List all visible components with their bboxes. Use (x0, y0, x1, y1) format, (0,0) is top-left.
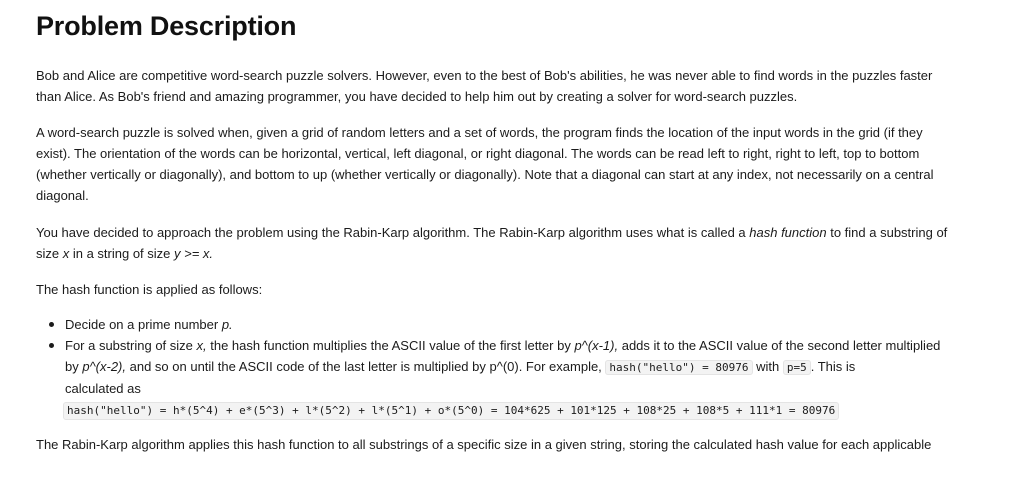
definition-line-4: diagonal. (36, 188, 89, 203)
formula-text-b: the hash function multiplies the ASCII value of the first letter by (206, 338, 575, 353)
formula-text-c: adds it to the ASCII value of the second letter multiplied (618, 338, 941, 353)
bullet-dot (49, 343, 54, 348)
hash-intro-paragraph: The hash function is applied as follows: (36, 282, 263, 297)
rabin-karp-text-a: You have decided to approach the problem using the Rabin-Karp algorithm. The Rabin-Karp algorithm uses what is called a (36, 225, 750, 240)
rabin-karp-paragraph (36, 222, 947, 264)
hash-function-term: hash function (749, 225, 827, 240)
definition-line-2: exist). The orientation of the words can be horizontal, vertical, left diagonal, or right diagonal. The words can be read left to right, right to left, top to bottom (36, 146, 920, 161)
size-text-a: size (36, 246, 63, 261)
formula-line-2 (65, 356, 940, 378)
step-hash-formula (36, 335, 940, 420)
intro-line-2: than Alice. As Bob's friend and amazing programmer, you have decided to help him out by creating a solver for word-search puzzles. (36, 89, 798, 104)
bullet-dot (49, 322, 54, 327)
prime-p-term: p. (221, 317, 233, 332)
page-title: Problem Description (36, 11, 297, 41)
rabin-karp-line-2 (36, 243, 947, 264)
formula-line-3: calculated as (65, 381, 141, 396)
formula-text-d: by (65, 359, 83, 374)
intro-line-1: Bob and Alice are competitive word-search puzzle solvers. However, even to the best of Bob's abilities, he was never able to find words in the puzzles faster (36, 68, 933, 83)
rabin-karp-application-paragraph: The Rabin-Karp algorithm applies this hash function to all substrings of a specific size in a given string, storing the calculated hash value for each applicable (36, 437, 932, 452)
hash-steps-list (36, 314, 940, 420)
hash-example-code: hash("hello") = 80976 (605, 360, 752, 375)
prime-example-code: p=5 (783, 360, 811, 375)
formula-text-e: and so on until the ASCII code of the last letter is multiplied by p^(0). For example, (126, 359, 606, 374)
size-text-b: in a string of size (69, 246, 175, 261)
formula-text-g: . This is (810, 359, 856, 374)
formula-x-term: x, (196, 338, 207, 353)
formula-power-term-1: p^(x-1), (574, 338, 619, 353)
intro-paragraph (36, 65, 932, 107)
formula-text-a: For a substring of size (65, 338, 197, 353)
size-y-term: y >= x. (174, 246, 214, 261)
definition-line-1: A word-search puzzle is solved when, given a grid of random letters and a set of words, the program finds the location of the input words in the grid (if they (36, 125, 923, 140)
rabin-karp-line-1 (36, 222, 947, 243)
formula-line-4 (65, 399, 940, 420)
formula-line-1 (65, 335, 940, 356)
puzzle-definition-paragraph (36, 122, 933, 206)
definition-line-3: (whether vertically or diagonally), and bottom to up (whether vertically or diagonally). Note that a diagonal can start at any index, not necessarily on a central (36, 167, 934, 182)
step-prime (36, 314, 940, 335)
size-x-term: x (62, 246, 70, 261)
formula-text-f: with (752, 359, 783, 374)
step-prime-text: Decide on a prime number (65, 317, 222, 332)
formula-power-term-2: p^(x-2), (82, 359, 127, 374)
hash-calculation-code: hash("hello") = h*(5^4) + e*(5^3) + l*(5^2) + l*(5^1) + o*(5^0) = 104*625 + 101*125 + 108*25 + 108*5 + 111*1 = 80976 (63, 402, 839, 420)
rabin-karp-text-b: to find a substring of (826, 225, 948, 240)
